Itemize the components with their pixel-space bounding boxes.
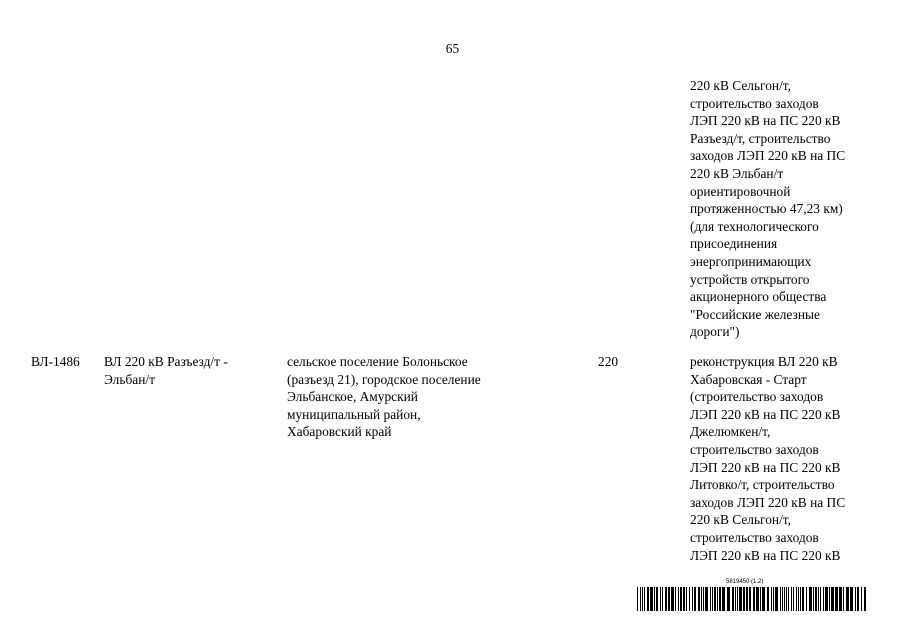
object-voltage: 220: [598, 354, 619, 369]
barcode-icon: [637, 587, 867, 611]
continued-purpose-text: 220 кВ Сельгон/т, строительство заходов ЛЭП 220 кВ на ПС 220 кВ Разъезд/т, строительство заходов ЛЭП 220 кВ на ПС 220 кВ Эльбан/т ориентировочной протяженностью 47,23 км) (для технологического присоединения энергопринимающих устройств открытого акционерного общества "Российские железные дороги"): [690, 78, 846, 340]
object-location: сельское поселение Болоньское (разъезд 21), городское поселение Эльбанское, Амурский муниципальный район, Хабаровский край: [287, 354, 481, 440]
object-name: ВЛ 220 кВ Разъезд/т - Эльбан/т: [104, 354, 228, 387]
page-number: 65: [445, 41, 460, 56]
barcode-label: 5819450 (1.2): [726, 579, 764, 585]
object-code: ВЛ-1486: [31, 354, 80, 369]
object-purpose: реконструкция ВЛ 220 кВ Хабаровская - Старт (строительство заходов ЛЭП 220 кВ на ПС 220 кВ Джелюмкен/т, строительство заходов ЛЭП 220 кВ на ПС 220 кВ Литовко/т, строительство заходов ЛЭП 220 кВ на ПС 220 кВ Сельгон/т, строительство заходов ЛЭП 220 кВ на ПС 220 кВ: [690, 354, 846, 563]
